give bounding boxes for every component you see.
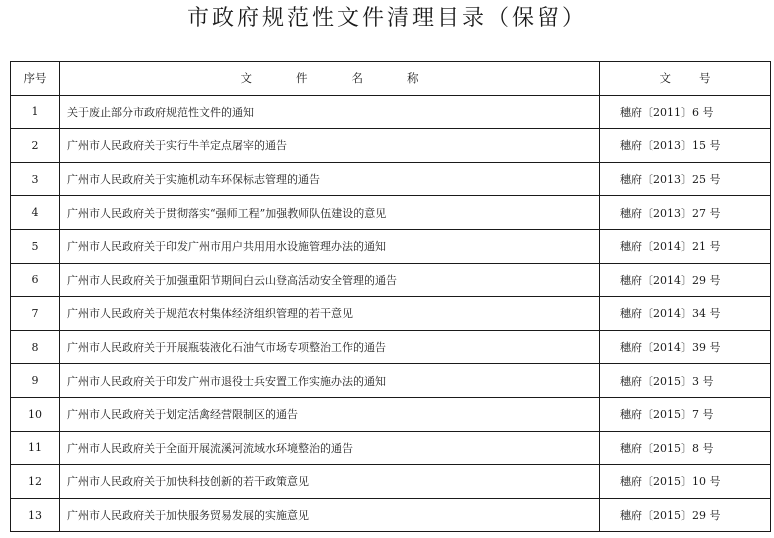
header-name-char: 名 (351, 71, 363, 86)
table-row (11, 129, 771, 163)
row-document-number: 穗府〔2014〕39 号 (600, 330, 771, 364)
row-seq: 9 (11, 364, 60, 398)
row-document-number: 穗府〔2014〕34 号 (600, 297, 771, 331)
table-row (11, 229, 771, 263)
row-document-name: 广州市人民政府关于加快服务贸易发展的实施意见 (60, 498, 600, 532)
row-seq: 1 (11, 95, 60, 129)
row-document-name: 广州市人民政府关于加强重阳节期间白云山登高活动安全管理的通告 (60, 263, 600, 297)
row-document-name: 广州市人民政府关于加快科技创新的若干政策意见 (60, 465, 600, 499)
document-table (10, 61, 771, 532)
row-document-name: 广州市人民政府关于全面开展流溪河流域水环境整治的通告 (60, 431, 600, 465)
table-row (11, 330, 771, 364)
header-num-char: 号 (699, 71, 711, 86)
header-name (60, 62, 600, 96)
table-row (11, 431, 771, 465)
row-seq: 10 (11, 397, 60, 431)
row-document-name: 广州市人民政府关于划定活禽经营限制区的通告 (60, 397, 600, 431)
row-document-number: 穗府〔2014〕21 号 (600, 229, 771, 263)
row-document-name: 广州市人民政府关于贯彻落实“强师工程”加强教师队伍建设的意见 (60, 196, 600, 230)
row-seq: 6 (11, 263, 60, 297)
row-document-name: 广州市人民政府关于印发广州市用户共用用水设施管理办法的通知 (60, 229, 600, 263)
row-document-number: 穗府〔2013〕27 号 (600, 196, 771, 230)
row-seq: 2 (11, 129, 60, 163)
row-seq: 8 (11, 330, 60, 364)
row-document-number: 穗府〔2015〕8 号 (600, 431, 771, 465)
header-doc-number (600, 62, 771, 96)
table-row (11, 95, 771, 129)
row-seq: 5 (11, 229, 60, 263)
header-name-char: 件 (296, 71, 308, 86)
row-seq: 11 (11, 431, 60, 465)
table-row (11, 196, 771, 230)
page-title: 市政府规范性文件清理目录（保留） (186, 6, 587, 31)
row-seq: 13 (11, 498, 60, 532)
row-document-name: 广州市人民政府关于印发广州市退役士兵安置工作实施办法的通知 (60, 364, 600, 398)
table-row (11, 498, 771, 532)
header-name-char: 文 (240, 71, 252, 86)
table-row (11, 263, 771, 297)
table-row (11, 162, 771, 196)
row-document-name: 广州市人民政府关于规范农村集体经济组织管理的若干意见 (60, 297, 600, 331)
header-seq: 序号 (11, 62, 60, 96)
table-row (11, 364, 771, 398)
header-name-char: 称 (407, 71, 419, 86)
row-seq: 3 (11, 162, 60, 196)
row-seq: 12 (11, 465, 60, 499)
row-document-number: 穗府〔2015〕29 号 (600, 498, 771, 532)
row-document-number: 穗府〔2013〕25 号 (600, 162, 771, 196)
row-document-number: 穗府〔2014〕29 号 (600, 263, 771, 297)
row-document-name: 广州市人民政府关于实施机动车环保标志管理的通告 (60, 162, 600, 196)
table-row (11, 465, 771, 499)
row-document-number: 穗府〔2011〕6 号 (600, 95, 771, 129)
row-document-name: 关于废止部分市政府规范性文件的通知 (60, 95, 600, 129)
row-document-name: 广州市人民政府关于实行牛羊定点屠宰的通告 (60, 129, 600, 163)
row-document-number: 穗府〔2015〕10 号 (600, 465, 771, 499)
row-document-number: 穗府〔2015〕7 号 (600, 397, 771, 431)
row-document-name: 广州市人民政府关于开展瓶装液化石油气市场专项整治工作的通告 (60, 330, 600, 364)
table-header-row (11, 62, 771, 96)
table-row (11, 397, 771, 431)
row-seq: 7 (11, 297, 60, 331)
table-row (11, 297, 771, 331)
row-document-number: 穗府〔2015〕3 号 (600, 364, 771, 398)
row-seq: 4 (11, 196, 60, 230)
header-num-char: 文 (659, 71, 671, 86)
row-document-number: 穗府〔2013〕15 号 (600, 129, 771, 163)
